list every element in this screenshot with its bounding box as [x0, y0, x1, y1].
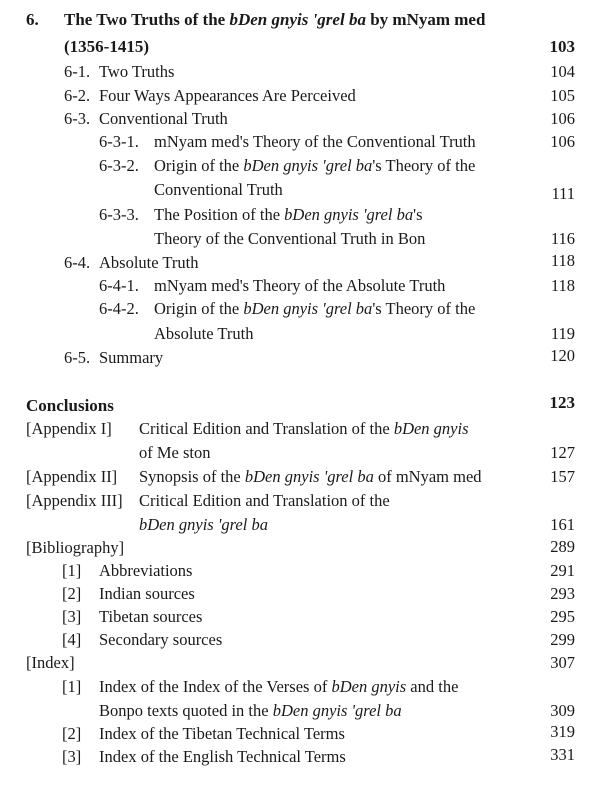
toc-bib-1[interactable] [62, 560, 192, 581]
index-title-a: Index of the Index of the Verses of [99, 677, 332, 696]
toc-index-2[interactable] [62, 723, 345, 744]
appendix-title-a: Critical Edition and Translation of the [139, 491, 390, 510]
toc-conclusions[interactable]: Conclusions [26, 396, 114, 415]
toc-bib-4[interactable] [62, 629, 222, 650]
section-title: Two Truths [99, 62, 175, 81]
bib-number: [4] [62, 630, 82, 649]
toc-section-6-3-1-page: 106 [550, 132, 575, 151]
toc-index-1-line2 [99, 700, 402, 721]
section-title-a: Origin of the [154, 299, 244, 318]
appendix-title-a: Synopsis of the [139, 467, 245, 486]
bib-number: [3] [62, 607, 82, 626]
section-number: 6-3-3. [99, 205, 139, 224]
toc-bib-2[interactable] [62, 583, 195, 604]
toc-index-page: 307 [550, 653, 575, 672]
section-title: mNyam med's Theory of the Absolute Truth [154, 276, 446, 295]
section-title: Conventional Truth [99, 109, 228, 128]
index-title-line2-a: Bonpo texts quoted in the [99, 701, 273, 720]
toc-section-6-4-2-page: 119 [550, 324, 575, 343]
bib-title: Abbreviations [99, 561, 193, 580]
bib-title: Indian sources [99, 584, 195, 603]
section-number: 6-3-1. [99, 132, 139, 151]
appendix-title-b: of mNyam med [373, 467, 482, 486]
toc-appendix-1-page: 127 [550, 443, 575, 462]
toc-section-6-3-2-line2: Conventional Truth [154, 180, 283, 199]
toc-section-6-1[interactable] [64, 61, 174, 82]
toc-appendix-1-line2: of Me ston [139, 443, 211, 462]
toc-section-6-3-2[interactable] [99, 155, 475, 176]
toc-section-6-4-1-page: 118 [550, 276, 575, 295]
chapter-title-italic: bDen gnyis 'grel ba [229, 10, 366, 29]
bib-title: Tibetan sources [99, 607, 203, 626]
toc-section-6-3[interactable] [64, 108, 228, 129]
section-number: 6-3-2. [99, 156, 139, 175]
toc-section-6-3-1[interactable] [99, 131, 476, 152]
section-number: 6-1. [64, 62, 91, 81]
toc-section-6-2-page: 105 [550, 86, 575, 105]
section-number: 6-4-1. [99, 276, 139, 295]
toc-section-6-2[interactable] [64, 85, 356, 106]
toc-appendix-2-page: 157 [550, 467, 575, 486]
toc-bibliography[interactable]: [Bibliography] [26, 538, 125, 557]
toc-section-6-3-3-line2: Theory of the Conventional Truth in Bon [154, 229, 426, 248]
appendix-label: [Appendix III] [26, 491, 123, 510]
toc-conclusions-page: 123 [549, 393, 575, 412]
chapter-title-a: The Two Truths of the [64, 10, 230, 29]
toc-chapter-6-page: 103 [549, 37, 575, 56]
toc-appendix-2[interactable] [26, 466, 482, 487]
appendix-label: [Appendix I] [26, 419, 112, 438]
bib-title: Secondary sources [99, 630, 223, 649]
index-title: Index of the English Technical Terms [99, 747, 346, 766]
toc-section-6-3-3[interactable] [99, 204, 423, 225]
toc-bib-3[interactable] [62, 606, 202, 627]
section-number: 6-2. [64, 86, 91, 105]
toc-index[interactable]: [Index] [26, 653, 75, 672]
toc-section-6-5[interactable] [64, 347, 163, 368]
section-title-b: 's [413, 205, 423, 224]
toc-index-1[interactable] [62, 676, 458, 697]
toc-index-1-page: 309 [550, 701, 575, 720]
toc-bib-1-page: 291 [550, 561, 575, 580]
toc-section-6-4-page: 118 [550, 251, 575, 270]
appendix-label: [Appendix II] [26, 467, 118, 486]
toc-appendix-3-page: 161 [550, 515, 575, 534]
toc-bibliography-page: 289 [550, 537, 575, 556]
toc-section-6-5-page: 120 [550, 346, 575, 365]
toc-index-2-page: 319 [550, 722, 575, 741]
index-number: [2] [62, 724, 82, 743]
toc-bib-4-page: 299 [550, 630, 575, 649]
toc-section-6-3-2-page: 111 [551, 184, 575, 203]
index-title-italic: bDen gnyis [331, 677, 407, 696]
toc-chapter-6-line2: (1356-1415) [64, 37, 149, 56]
section-number: 6-5. [64, 348, 91, 367]
toc-index-3[interactable] [62, 746, 346, 767]
bib-number: [1] [62, 561, 82, 580]
toc-bib-2-page: 293 [550, 584, 575, 603]
section-title: Four Ways Appearances Are Perceived [99, 86, 356, 105]
section-title-a: The Position of the [154, 205, 285, 224]
chapter-title-b: by mNyam med [365, 10, 486, 29]
section-title-a: Origin of the [154, 156, 244, 175]
section-number: 6-4. [64, 253, 91, 272]
section-title-b: 's Theory of the [372, 156, 476, 175]
index-number: [1] [62, 677, 82, 696]
toc-index-3-page: 331 [550, 745, 575, 764]
section-title-b: 's Theory of the [372, 299, 476, 318]
section-title: Absolute Truth [99, 253, 199, 272]
toc-chapter-6[interactable] [26, 9, 485, 30]
toc-appendix-3-line2: bDen gnyis 'grel ba [139, 515, 268, 534]
toc-section-6-4-2-line2: Absolute Truth [154, 324, 254, 343]
toc-section-6-3-3-page: 116 [550, 229, 575, 248]
section-title: mNyam med's Theory of the Conventional Truth [154, 132, 476, 151]
appendix-title-italic: bDen gnyis [393, 419, 469, 438]
toc-section-6-1-page: 104 [550, 62, 575, 81]
toc-section-6-4-1[interactable] [99, 275, 445, 296]
section-title-italic: bDen gnyis 'grel ba [284, 205, 414, 224]
toc-bib-3-page: 295 [550, 607, 575, 626]
index-title: Index of the Tibetan Technical Terms [99, 724, 345, 743]
toc-appendix-1[interactable] [26, 418, 469, 439]
chapter-number: 6. [26, 10, 39, 29]
bib-number: [2] [62, 584, 82, 603]
index-title-b: and the [406, 677, 459, 696]
appendix-title-a: Critical Edition and Translation of the [139, 419, 394, 438]
section-title: Summary [99, 348, 164, 367]
section-number: 6-4-2. [99, 299, 139, 318]
appendix-title-italic: bDen gnyis 'grel ba [244, 467, 374, 486]
index-number: [3] [62, 747, 82, 766]
toc-section-6-4[interactable] [64, 252, 198, 273]
toc-appendix-3[interactable] [26, 490, 390, 511]
toc-section-6-4-2[interactable] [99, 298, 475, 319]
index-title-line2-italic: bDen gnyis 'grel ba [272, 701, 402, 720]
section-number: 6-3. [64, 109, 91, 128]
section-title-italic: bDen gnyis 'grel ba [243, 299, 373, 318]
section-title-italic: bDen gnyis 'grel ba [243, 156, 373, 175]
toc-section-6-3-page: 106 [550, 109, 575, 128]
